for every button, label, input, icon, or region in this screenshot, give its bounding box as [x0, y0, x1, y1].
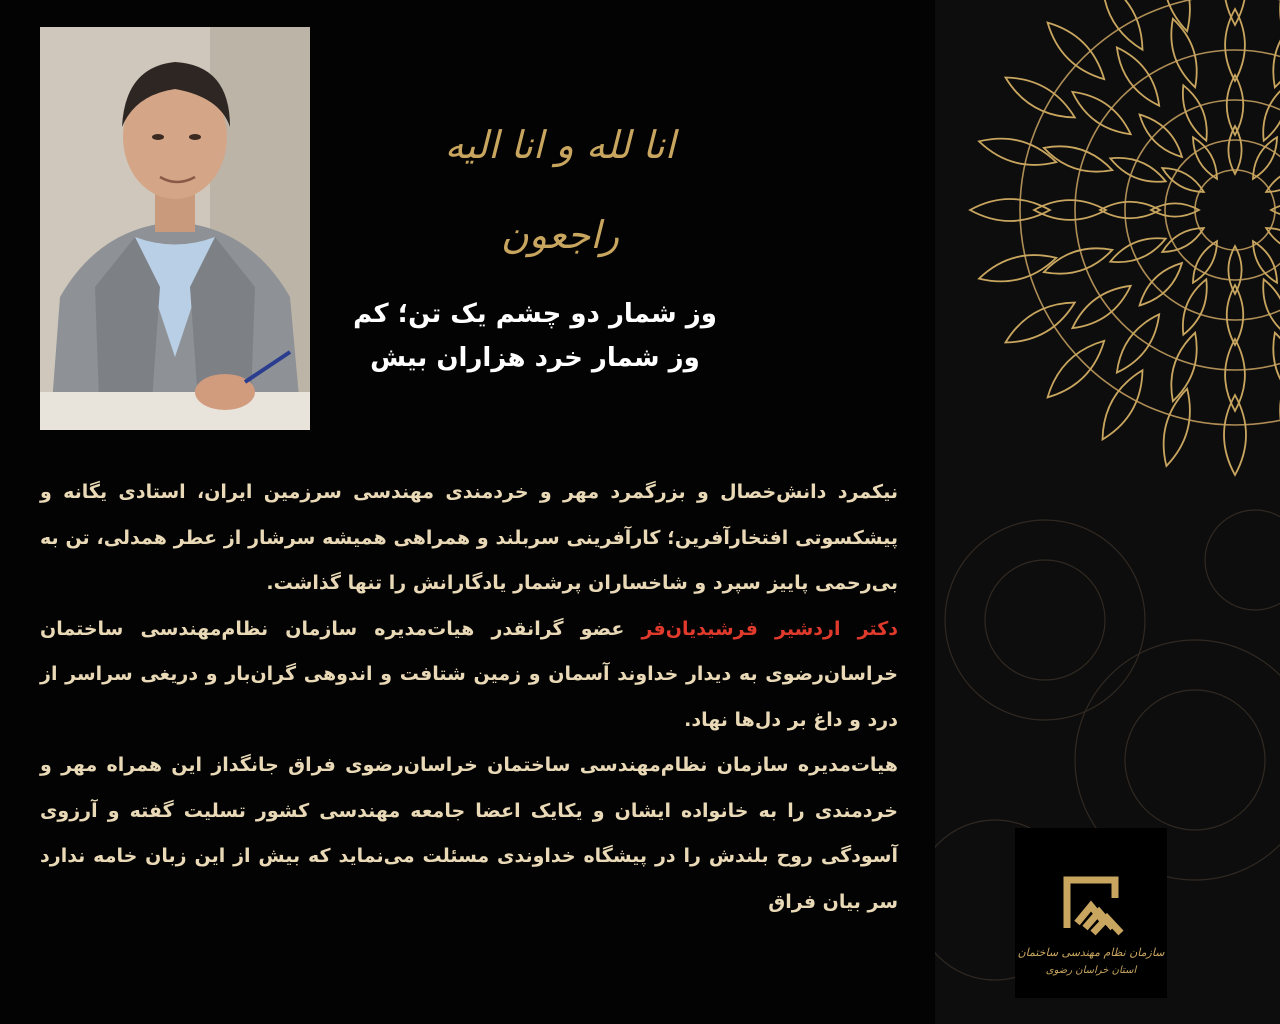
mandala-petal: [1263, 279, 1280, 334]
mandala-petal: [1117, 314, 1159, 372]
poem-block: [330, 292, 740, 380]
mandala-petal: [1117, 47, 1159, 105]
mandala-petal: [1224, 395, 1246, 475]
mandala-petal: [1140, 115, 1182, 157]
mandala-petal: [979, 139, 1056, 165]
mandala-petal: [1034, 200, 1106, 220]
paragraph-1: نیکمرد دانش‌خصال و بزرگمرد مهر و خردمندی مهندسی سرزمین ایران، استادی یگانه و پیشکسوتی افتخارآفرین؛ کارآفرینی سربلند و همراهی همیشه سرشار از عطر همدلی، تن به بی‌رحمی پاییز سپرد و شاخساران پرشمار یادگارانش را تنها گذاشت.: [40, 481, 898, 594]
paragraph-3: هیات‌مدیره سازمان نظام‌مهندسی ساختمان خراسان‌رضوی فراق جانگداز این همراه مهر و خردمندی را به خانواده ایشان و یکایک اعضا جامعه مهندسی کشور تسلیت گفته و آرزوی آسودگی روح بلندش را در پیشگاه خداوندی مسئلت می‌نماید که بیش از این زبان خامه ندارد سر بیان فراق: [40, 754, 898, 913]
organization-logo: [1015, 828, 1167, 998]
mandala-petal: [1110, 158, 1165, 182]
mandala-petal: [1110, 238, 1165, 262]
mandala-petal: [1006, 303, 1075, 343]
mandala-petal: [1266, 228, 1280, 252]
mandala-petal: [1183, 279, 1207, 334]
mandala-petal: [1224, 0, 1246, 25]
paragraph-2: [40, 607, 898, 744]
mandala-petal: [1225, 339, 1245, 411]
mandala-petal: [1273, 333, 1280, 401]
mandala-petal: [1225, 9, 1245, 81]
mandala-petal: [1164, 389, 1190, 466]
logo-text-org: سازمان نظام مهندسی ساختمان: [1017, 946, 1165, 959]
portrait-photo: [40, 27, 310, 430]
mandala-petal: [1140, 263, 1182, 305]
mandala-petal: [1048, 341, 1105, 398]
mandala-petal: [1183, 85, 1207, 140]
mandala-petal: [1072, 286, 1130, 328]
paragraph-2-text: عضو گرانقدر هیات‌مدیره سازمان نظام‌مهندسی ساختمان خراسان‌رضوی به دیدار خداوند آسمان و زمین شتافت و اندوهی گران‌بار و دریغی سراسر از درد و داغ بر دل‌ها نهاد.: [40, 617, 898, 731]
mandala-petal: [1048, 23, 1105, 80]
mandala-petal: [979, 255, 1056, 281]
poem-line-1: وز شمار دو چشم یک تن؛ کم: [353, 299, 717, 329]
mandala-petal: [1103, 370, 1143, 439]
poem-line-2: وز شمار خرد هزاران بیش: [370, 343, 700, 373]
mandala-petal: [1103, 0, 1143, 50]
mandala-petal: [1072, 92, 1130, 134]
mandala-petal: [1164, 0, 1190, 31]
mandala-petal: [1006, 78, 1075, 118]
building-logo-icon: [1015, 828, 1167, 948]
logo-text-province: استان خراسان رضوی: [1045, 965, 1137, 976]
mandala-petal: [1273, 19, 1280, 87]
highlighted-name: دکتر اردشیر فرشیدیان‌فر: [641, 617, 898, 640]
mandala-petal: [1263, 85, 1280, 140]
calligraphy-heading: انا لله و انا الیه راجعون: [444, 123, 676, 257]
mandala-petal: [1266, 168, 1280, 192]
condolence-body: [40, 470, 898, 925]
mandala-petal: [970, 199, 1050, 221]
